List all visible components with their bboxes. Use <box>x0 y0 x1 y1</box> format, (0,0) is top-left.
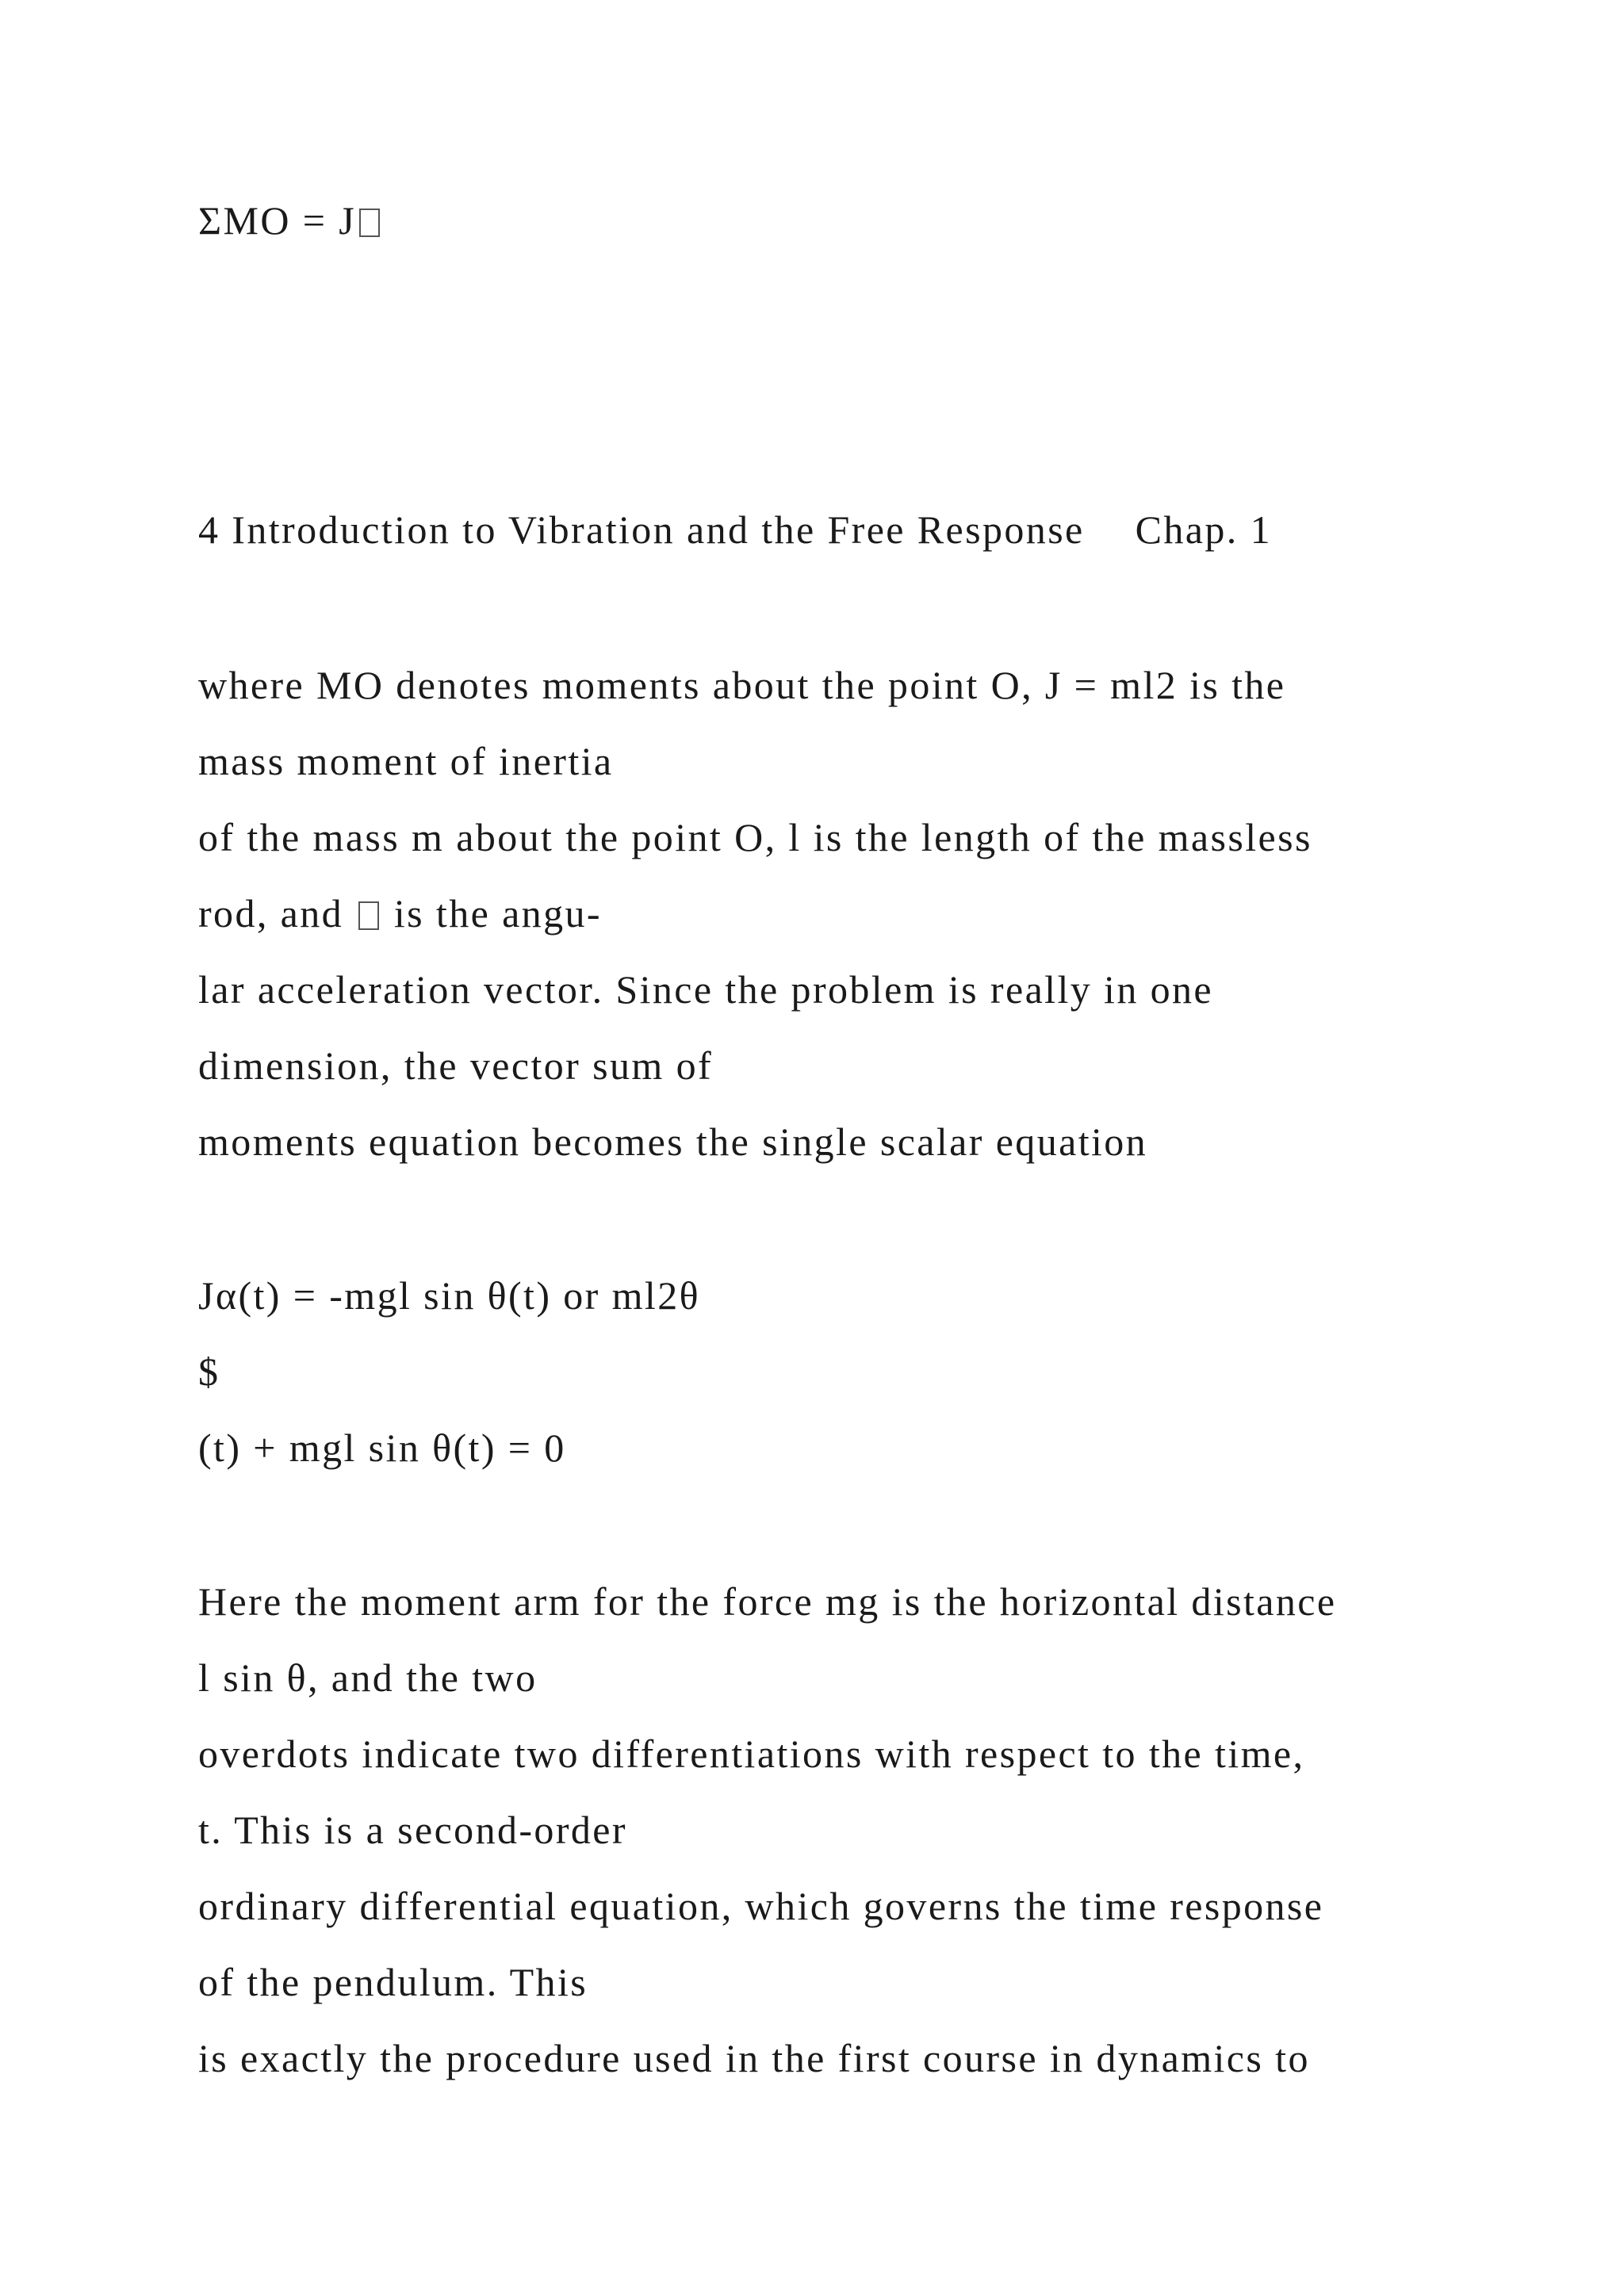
paragraph-2-line-6: of the pendulum. This <box>198 1960 588 2004</box>
missing-glyph-icon <box>359 209 380 237</box>
running-head-chapter: Chap. 1 <box>1135 507 1272 552</box>
paragraph-1-line-3: of the mass m about the point O, l is the length of the massless <box>198 815 1312 859</box>
paragraph-1-line-4 <box>198 890 602 937</box>
paragraph-2-line-1: Here the moment arm for the force mg is the horizontal distance <box>198 1579 1337 1624</box>
running-head <box>198 506 1272 553</box>
paragraph-1-line-1: where MO denotes moments about the point O, J = ml2 is the <box>198 663 1286 707</box>
paragraph-1-line-2: mass moment of inertia <box>198 739 614 783</box>
paragraph-2-line-3: overdots indicate two differentiations with respect to the time, <box>198 1732 1305 1776</box>
paragraph-1-line-6: dimension, the vector sum of <box>198 1043 714 1088</box>
paragraph-2-line-7: is exactly the procedure used in the first course in dynamics to <box>198 2036 1310 2080</box>
top-equation <box>198 197 383 244</box>
equation-line-1: Jα(t) = -mgl sin θ(t) or ml2θ <box>198 1273 700 1318</box>
equation-line-3: (t) + mgl sin θ(t) = 0 <box>198 1425 566 1470</box>
paragraph-1-line-4-after: is the angu- <box>393 891 602 936</box>
paragraph-1-line-7: moments equation becomes the single scalar equation <box>198 1119 1148 1164</box>
running-head-title: 4 Introduction to Vibration and the Free Response <box>198 507 1085 552</box>
paragraph-1-line-5: lar acceleration vector. Since the problem is really in one <box>198 967 1214 1012</box>
missing-glyph-icon <box>358 901 379 930</box>
top-equation-text: ΣMO = J <box>198 198 357 243</box>
paragraph-1-line-4-before: rod, and <box>198 891 344 936</box>
paragraph-2-line-5: ordinary differential equation, which governs the time response <box>198 1884 1324 1928</box>
equation-line-2: $ <box>198 1349 220 1394</box>
paragraph-2-line-2: l sin θ, and the two <box>198 1655 538 1700</box>
paragraph-2-line-4: t. This is a second-order <box>198 1808 627 1852</box>
